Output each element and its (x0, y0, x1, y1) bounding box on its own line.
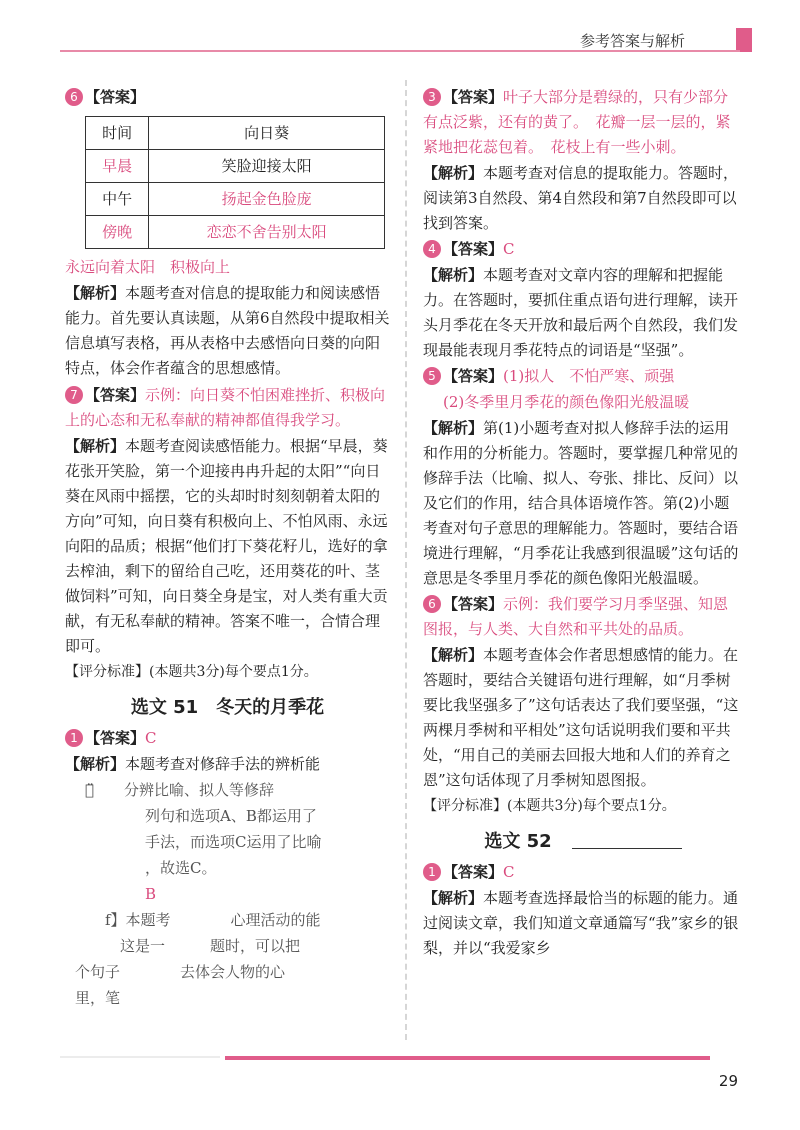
section-title-text: 选文 52 (484, 831, 552, 852)
s51-q2-analysis-line: 里，笔 (75, 989, 121, 1007)
s51-q1-answer (65, 726, 390, 751)
footer-accent-bar (225, 1056, 710, 1060)
answer-text: C (503, 240, 515, 258)
q5-answer (423, 364, 743, 389)
s51-q1-analysis-line: 列句和选项A、B都运用了 (85, 807, 317, 825)
s52-q1-answer (423, 860, 743, 885)
answer-tag: 【答案】 (443, 367, 504, 385)
s51-q1-analysis-line: 手法，而选项C运用了比喻 (85, 833, 322, 851)
question-number-badge: 7 (65, 386, 83, 404)
answer-tag: 【答案】 (85, 729, 146, 747)
q7-answer (65, 383, 390, 433)
analysis-tag: 【解析】 (65, 284, 126, 302)
q5-answer-part2: (2)冬季里月季花的颜色像阳光般温暖 (443, 393, 690, 411)
s51-q2-analysis-line: 这是一 题时，可以把 (105, 937, 301, 955)
answer-text: C (145, 729, 157, 747)
question-number-badge: 3 (423, 88, 441, 106)
answer-text: 示例：向日葵不怕困难挫折、积极向上的心态和无私奉献的精神都值得我学习。 (65, 386, 386, 429)
q3-answer (423, 85, 743, 160)
analysis-text: 本题考查对修辞手法的辨析能 (125, 755, 321, 773)
q6-extra-answer: 永远向着太阳 积极向上 (65, 258, 231, 276)
analysis-text: 第(1)小题考查对拟人修辞手法的运用和作用的分析能力。答题时，要掌握几种常见的修辞手法（比喻、拟人、夸张、排比、反问）以及它们的作用，结合具体语境作答。第(2)小题考查对句子意思的理解能力。答题时，要结合语境进行理解，“月季花让我感到很温暖”这句话的意思是冬季里月季花的颜色像阳光般温暖。 (423, 419, 739, 587)
answer-text: (1)拟人 不怕严寒、顽强 (503, 367, 675, 385)
analysis-text: 本题考查对信息的提取能力和阅读感悟能力。首先要认真读题，从第6自然段中提取相关信息填写表格，再从表格中去感悟向日葵的向阳特点，体会作者蕴含的思想感情。 (65, 284, 390, 377)
answer-tag: 【答案】 (85, 386, 146, 404)
q6r-scoring: 【评分标准】(本题共3分)每个要点1分。 (423, 798, 676, 814)
title-blank-line (572, 848, 682, 849)
header-rule (60, 50, 740, 52)
section-title-51: 选文 51 冬天的月季花 (130, 697, 325, 718)
section-title-52 (423, 829, 743, 854)
q4-answer (423, 237, 743, 262)
analysis-tag: 【解析】 (423, 164, 484, 182)
page-number: 29 (718, 1072, 738, 1090)
analysis-tag: 【解析】 (423, 889, 484, 907)
s51-q1-analysis-line: 。̈ 分辨比喻、拟人等修辞 (85, 781, 275, 799)
q5-analysis (423, 416, 743, 591)
s51-q2-answer: B (145, 885, 157, 903)
s51-q1-analysis-line: ，故选C。 (85, 859, 217, 877)
table-cell: 早晨 (86, 150, 149, 183)
analysis-text: 本题考查对信息的提取能力。答题时，阅读第3自然段、第4自然段和第7自然段即可以找到答案。 (423, 164, 739, 232)
answer-tag: 【答案】 (443, 240, 504, 258)
question-number-badge: 4 (423, 240, 441, 258)
q4-analysis (423, 263, 743, 363)
answer-text: C (503, 863, 515, 881)
table-cell: 笑脸迎接太阳 (149, 150, 385, 183)
analysis-tag: 【解析】 (65, 755, 126, 773)
question-number-badge: 1 (423, 863, 441, 881)
table-cell: 恋恋不舍告别太阳 (149, 216, 385, 249)
q7-analysis (65, 434, 390, 659)
analysis-text: 本题考查阅读感悟能力。根据“早晨，葵花张开笑脸，第一个迎接冉冉升起的太阳”“向日葵在风雨中摇摆，它的头却时时刻刻朝着太阳的方向”可知，向日葵有积极向上、不怕风雨、永远向阳的品质；根据“他们打下葵花籽儿，选好的拿去榨油，剩下的留给自己吃，还用葵花的叶、茎做饲料”可知，向日葵全身是宝，对人类有重大贡献，有无私奉献的精神。答案不唯一，合情合理即可。 (65, 437, 388, 655)
analysis-text: 本题考查体会作者思想感情的能力。在答题时，要结合关键语句进行理解，如“月季树要比我坚强多了”这句话表达了我们要坚强，“这两棵月季树和平相处”这句话说明我们要和平共处，“用自己的美丽去回报大地和人们的养育之恩”这句话体现了月季树知恩图报。 (423, 646, 739, 789)
analysis-tag: 【解析】 (423, 419, 484, 437)
s52-q1-analysis (423, 886, 743, 961)
answer-text: 示例：我们要学习月季坚强、知恩图报，与人类、大自然和平共处的品质。 (423, 595, 729, 638)
analysis-tag: 【解析】 (423, 266, 484, 284)
analysis-tag: 【解析】 (423, 646, 484, 664)
s51-q1-analysis (65, 752, 390, 777)
answer-tag: 【答案】 (443, 88, 504, 106)
answer-tag: 【答案】 (85, 88, 146, 106)
table-header: 向日葵 (149, 117, 385, 150)
footer-rule-left (60, 1056, 220, 1058)
table-header: 时间 (86, 117, 149, 150)
answer-tag: 【答案】 (443, 595, 504, 613)
question-number-badge: 6 (65, 88, 83, 106)
analysis-text: 本题考查对文章内容的理解和把握能力。在答题时，要抓住重点语句进行理解，读开头月季花在冬天开放和最后两个自然段，我们发现最能表现月季花特点的词语是“坚强”。 (423, 266, 739, 359)
question-number-badge: 1 (65, 729, 83, 747)
q7-scoring: 【评分标准】(本题共3分)每个要点1分。 (65, 664, 318, 680)
q6r-analysis (423, 643, 743, 793)
answer-tag: 【答案】 (443, 863, 504, 881)
q6-analysis (65, 281, 390, 381)
s51-q2-analysis-line: f】本题考 心理活动的能 (105, 911, 321, 929)
q6-answer-table (85, 116, 385, 249)
right-column (423, 85, 743, 962)
s51-q2-analysis-line: 个句子 去体会人物的心 (75, 963, 286, 981)
table-cell: 傍晚 (86, 216, 149, 249)
q6-answer-heading (65, 85, 390, 110)
header-title: 参考答案与解析 (580, 32, 686, 50)
left-column (65, 85, 390, 1012)
table-cell: 扬起金色脸庞 (149, 183, 385, 216)
table-cell: 中午 (86, 183, 149, 216)
q6r-answer (423, 592, 743, 642)
question-number-badge: 6 (423, 595, 441, 613)
analysis-tag: 【解析】 (65, 437, 126, 455)
column-divider (405, 80, 407, 1040)
question-number-badge: 5 (423, 367, 441, 385)
header-accent-tab (736, 28, 752, 52)
answer-text: 叶子大部分是碧绿的，只有少部分有点泛紫，还有的黄了。 花瓣一层一层的，紧紧地把花蕊包着。 花枝上有一些小刺。 (423, 88, 731, 156)
q3-analysis (423, 161, 743, 236)
analysis-text: 本题考查选择最恰当的标题的能力。通过阅读文章，我们知道文章通篇写“我”家乡的银梨，并以“我爱家乡 (423, 889, 739, 957)
